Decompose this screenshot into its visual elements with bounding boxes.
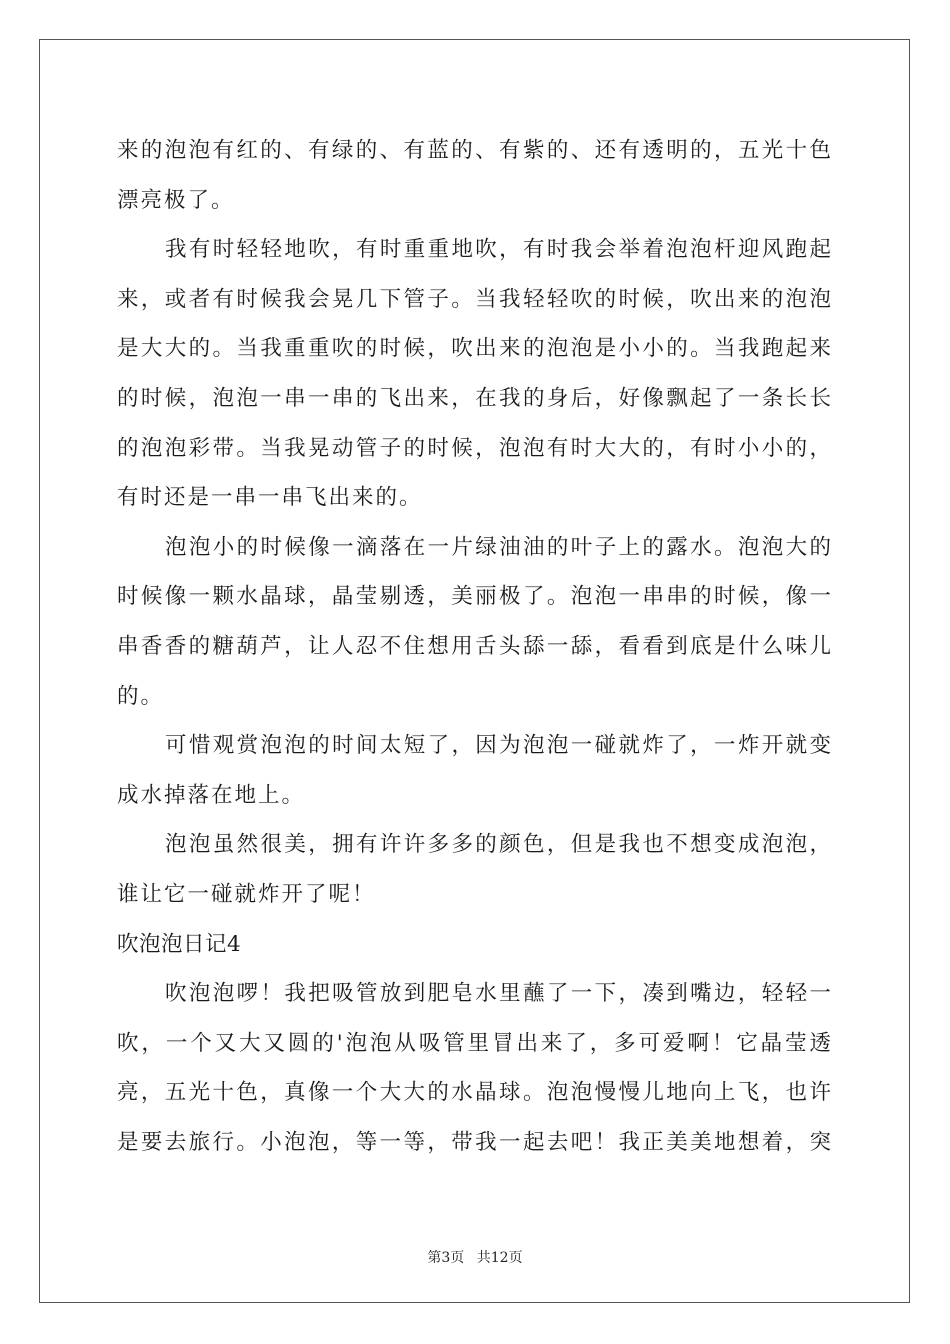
text-line: 的。 [117, 683, 165, 709]
section-heading: 吹泡泡日记4 [117, 931, 242, 957]
text-line: 时候像一颗水晶球，晶莹剔透，美丽极了。泡泡一串串的时候，像一 [117, 584, 833, 610]
text-line: 的时候，泡泡一串一串的飞出来，在我的身后，好像飘起了一条长长 [117, 385, 833, 411]
text-line: 我有时轻轻地吹，有时重重地吹，有时我会举着泡泡杆迎风跑起 [165, 237, 833, 263]
text-line: 有时还是一串一串飞出来的。 [117, 485, 423, 511]
text-line: 来，或者有时候我会晃几下管子。当我轻轻吹的时候，吹出来的泡泡 [117, 286, 833, 312]
text-line: 串香香的糖葫芦，让人忍不住想用舌头舔一舔，看看到底是什么味儿 [117, 633, 833, 659]
text-line: 谁让它一碰就炸开了呢！ [117, 881, 376, 907]
page-footer [0, 1247, 950, 1267]
text-line: 是要去旅行。小泡泡，等一等，带我一起去吧！我正美美地想着，突 [117, 1129, 833, 1155]
text-line: 漂亮极了。 [117, 187, 235, 213]
text-line: 的泡泡彩带。当我晃动管子的时候，泡泡有时大大的，有时小小的， [117, 435, 833, 461]
text-line: 吹，一个又大又圆的'泡泡从吸管里冒出来了，多可爱啊！它晶莹透 [117, 1030, 833, 1056]
text-line: 泡泡虽然很美，拥有许许多多的颜色，但是我也不想变成泡泡， [165, 832, 833, 858]
text-line: 可惜观赏泡泡的时间太短了，因为泡泡一碰就炸了，一炸开就变 [165, 733, 833, 759]
text-line: 来的泡泡有红的、有绿的、有蓝的、有紫的、还有透明的，五光十色 [117, 138, 833, 163]
text-line: 亮，五光十色，真像一个大大的水晶球。泡泡慢慢儿地向上飞，也许 [117, 1080, 833, 1106]
page-total: 共12页 [476, 1250, 523, 1266]
text-line: 泡泡小的时候像一滴落在一片绿油油的叶子上的露水。泡泡大的 [165, 534, 833, 560]
text-line: 吹泡泡啰！我把吸管放到肥皂水里蘸了一下，凑到嘴边，轻轻一 [165, 981, 833, 1007]
text-line: 成水掉落在地上。 [117, 782, 306, 808]
page-number: 第3页 [427, 1250, 465, 1266]
document-body [117, 126, 833, 1167]
text-line: 是大大的。当我重重吹的时候，吹出来的泡泡是小小的。当我跑起来 [117, 336, 833, 362]
